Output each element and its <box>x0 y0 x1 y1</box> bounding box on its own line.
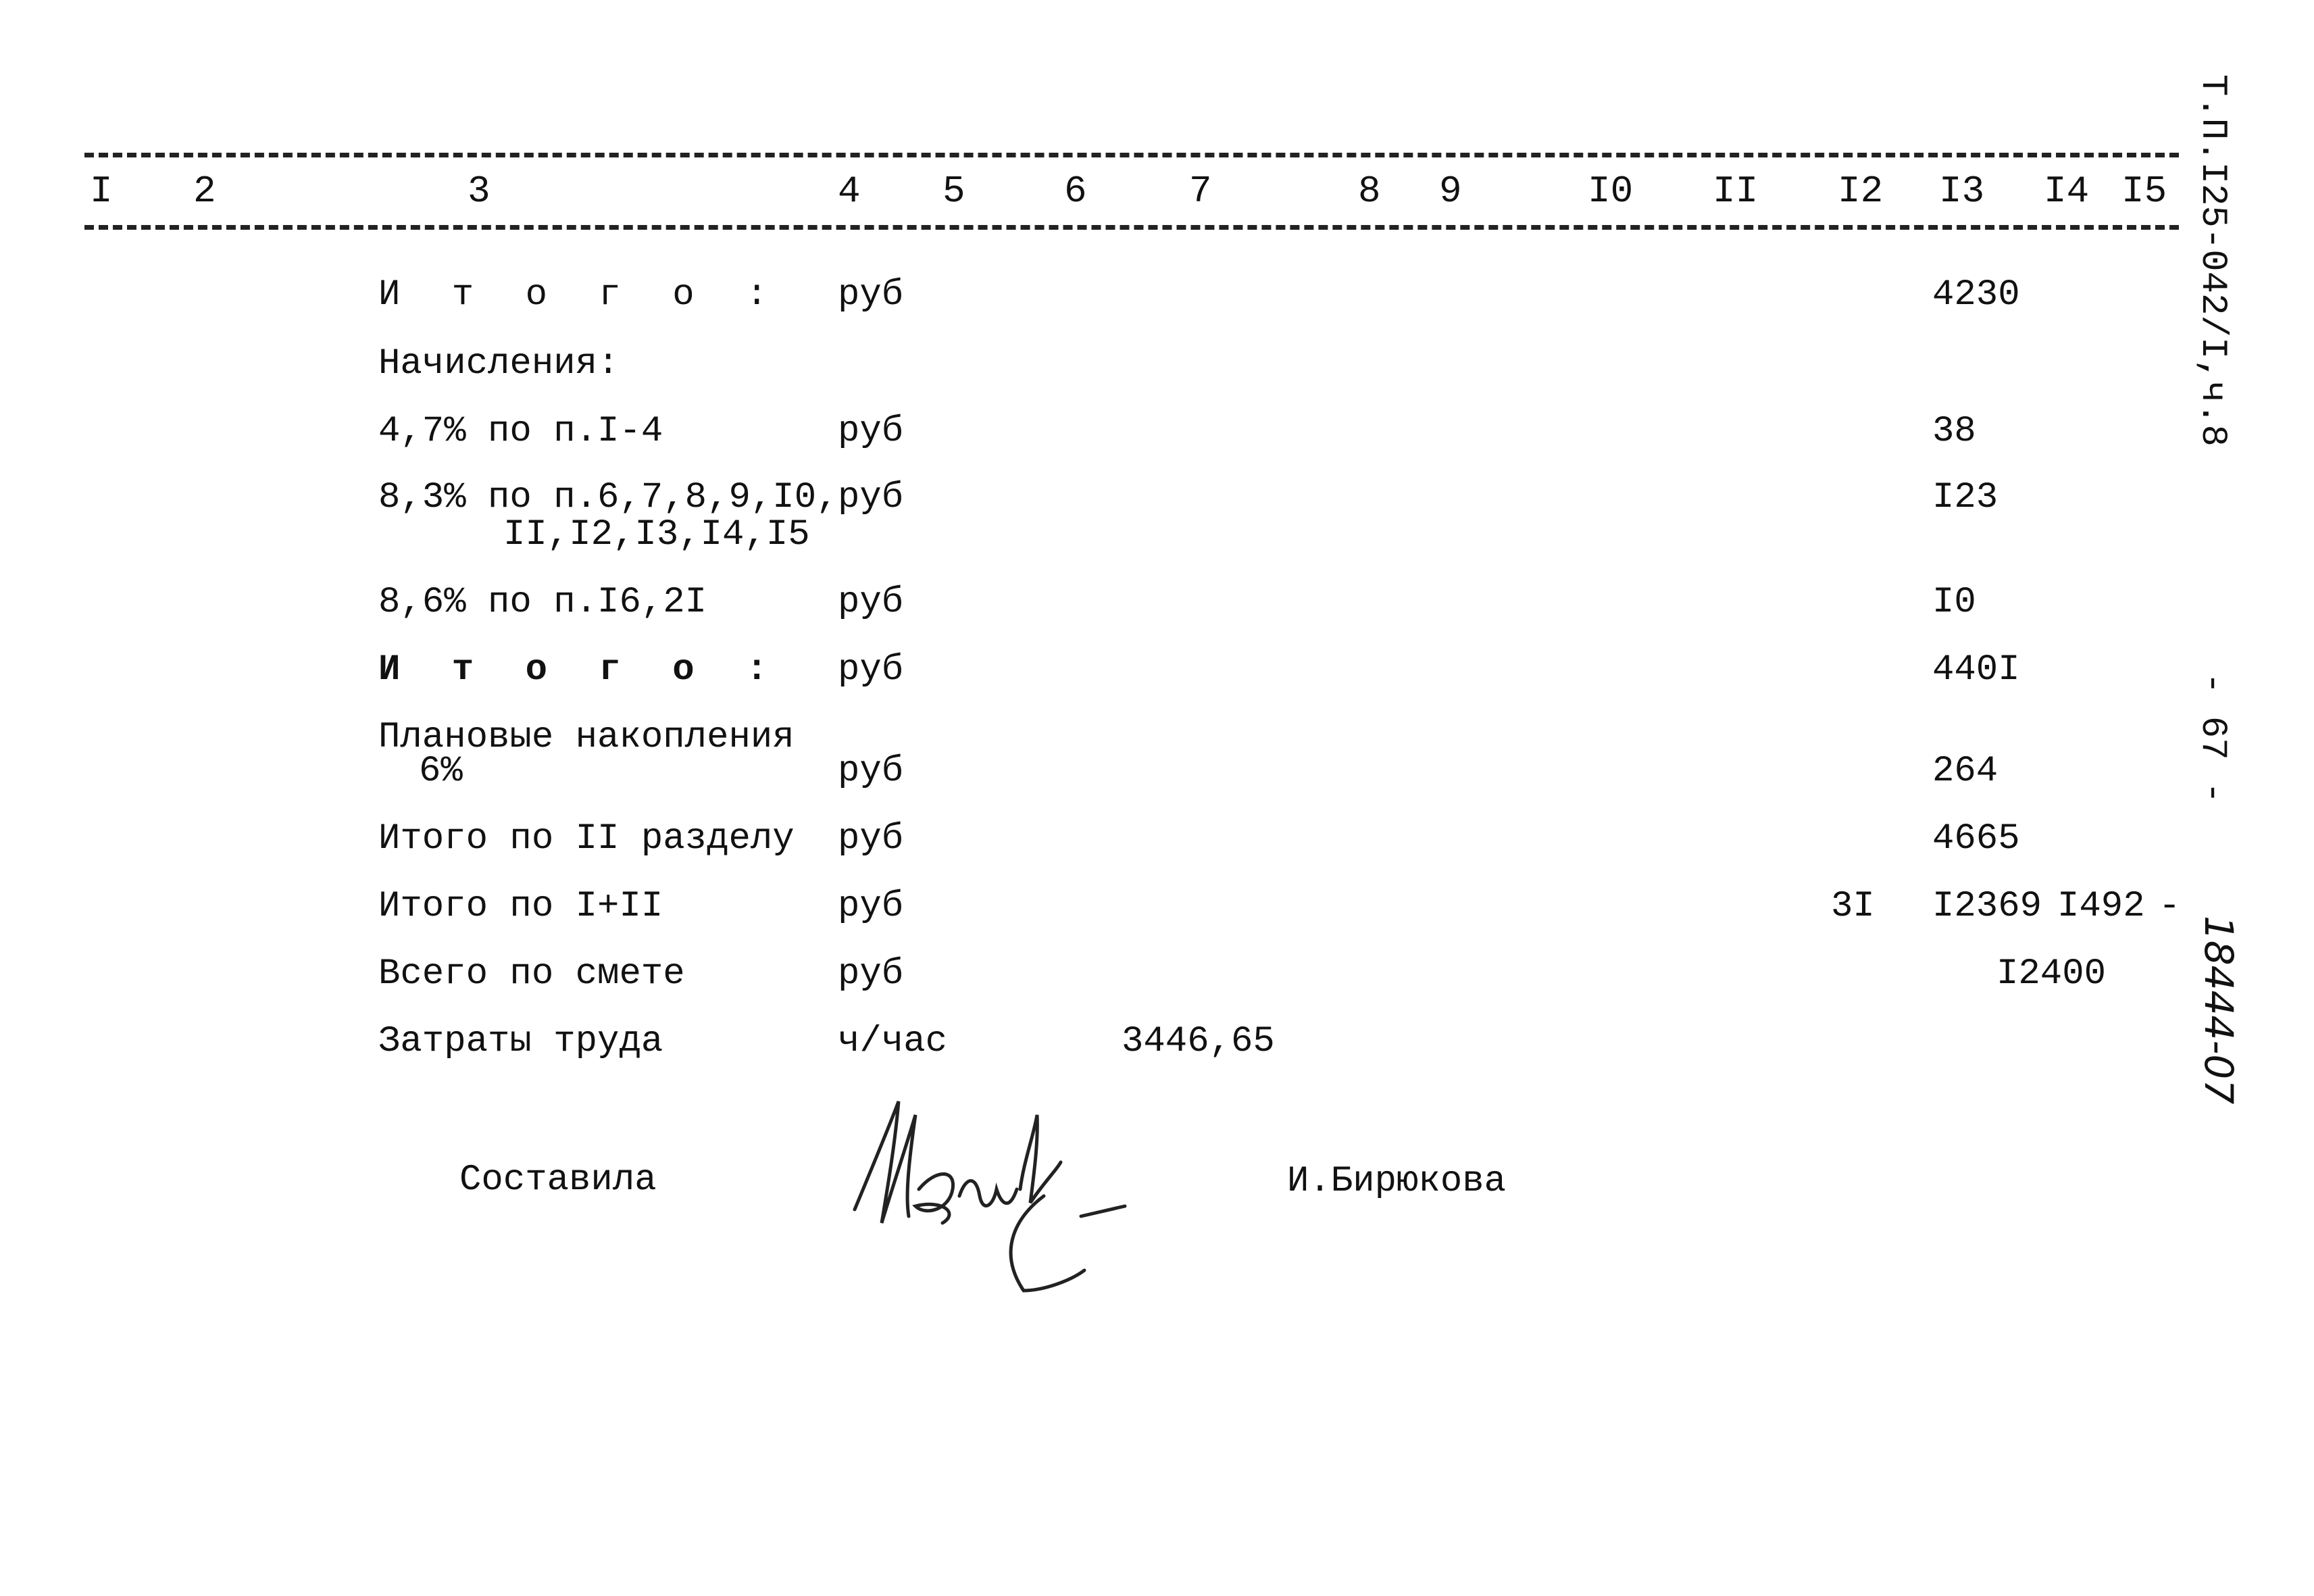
row-grand-total-value: I2400 <box>1996 953 2107 995</box>
composed-by-label: Составила <box>459 1159 657 1201</box>
row-total-2-value: 440I <box>1932 649 2020 691</box>
row-grand-total-label: Всего по смете <box>378 953 685 995</box>
row-accruals-heading: Начисления: <box>378 343 620 384</box>
row-grand-total-unit: руб <box>838 953 904 995</box>
column-header-8: 8 <box>1358 170 1381 213</box>
column-header-15: I5 <box>2121 170 2167 213</box>
row-accrual-2-label: 8,3% по п.6,7,8,9,I0, <box>378 477 838 518</box>
column-header-11: II <box>1713 170 1759 213</box>
row-labor-costs-unit: ч/час <box>838 1021 948 1062</box>
document-code-vertical: Т.П.I25-042/I,ч.8 <box>2192 74 2233 447</box>
column-header-4: 4 <box>838 170 861 213</box>
row-total-1-unit: руб <box>838 274 904 316</box>
page-number-vertical: - 67 - <box>2192 672 2233 804</box>
row-labor-costs-value: 3446,65 <box>1122 1021 1275 1062</box>
row-accrual-3-label: 8,6% по п.I6,2I <box>378 582 707 623</box>
row-accrual-2-value: I23 <box>1932 477 1998 518</box>
column-header-7: 7 <box>1189 170 1212 213</box>
row-accrual-3-value: I0 <box>1932 582 1976 623</box>
composer-name: И.Бирюкова <box>1287 1161 1507 1202</box>
row-total-2-label: И т о г о : <box>378 649 783 691</box>
row-sections-1-2-col13: I2369 <box>1932 886 2042 927</box>
column-header-1: I <box>90 170 113 213</box>
row-accrual-2-label-continued: II,I2,I3,I4,I5 <box>503 514 810 555</box>
handwritten-signature <box>841 1088 1138 1311</box>
column-header-6: 6 <box>1064 170 1087 213</box>
row-accrual-1-unit: руб <box>838 411 904 452</box>
row-accrual-1-value: 38 <box>1932 411 1976 452</box>
header-top-dashed-line <box>84 153 2179 157</box>
row-accrual-3-unit: руб <box>838 582 904 623</box>
row-sections-1-2-col12: 3I <box>1831 886 1875 927</box>
row-total-2-unit: руб <box>838 649 904 691</box>
column-header-9: 9 <box>1439 170 1462 213</box>
row-total-1-label: И т о г о : <box>378 274 783 316</box>
row-planned-savings-label: Плановые накопления <box>378 717 795 758</box>
row-section2-total-value: 4665 <box>1932 818 2020 859</box>
row-section2-total-unit: руб <box>838 818 904 859</box>
header-bottom-dashed-line <box>84 225 2179 230</box>
row-sections-1-2-col14: I492 <box>2057 886 2145 927</box>
column-header-12: I2 <box>1838 170 1884 213</box>
archive-number-vertical: 18444-07 <box>2196 916 2242 1105</box>
column-header-10: I0 <box>1588 170 1634 213</box>
row-sections-1-2-col15: - <box>2159 886 2181 927</box>
row-planned-savings-unit: руб <box>838 751 904 792</box>
column-header-2: 2 <box>193 170 216 213</box>
row-sections-1-2-label: Итого по I+II <box>378 886 663 927</box>
column-header-3: 3 <box>468 170 491 213</box>
row-accrual-1-label: 4,7% по п.I-4 <box>378 411 663 452</box>
row-planned-savings-percent: 6% <box>419 751 463 792</box>
row-total-1-value: 4230 <box>1932 274 2020 316</box>
column-header-5: 5 <box>942 170 965 213</box>
column-header-14: I4 <box>2044 170 2090 213</box>
row-planned-savings-value: 264 <box>1932 751 1998 792</box>
row-accrual-2-unit: руб <box>838 477 904 518</box>
column-header-13: I3 <box>1939 170 1985 213</box>
row-sections-1-2-unit: руб <box>838 886 904 927</box>
row-labor-costs-label: Затраты труда <box>378 1021 663 1062</box>
row-section2-total-label: Итого по II разделу <box>378 818 795 859</box>
